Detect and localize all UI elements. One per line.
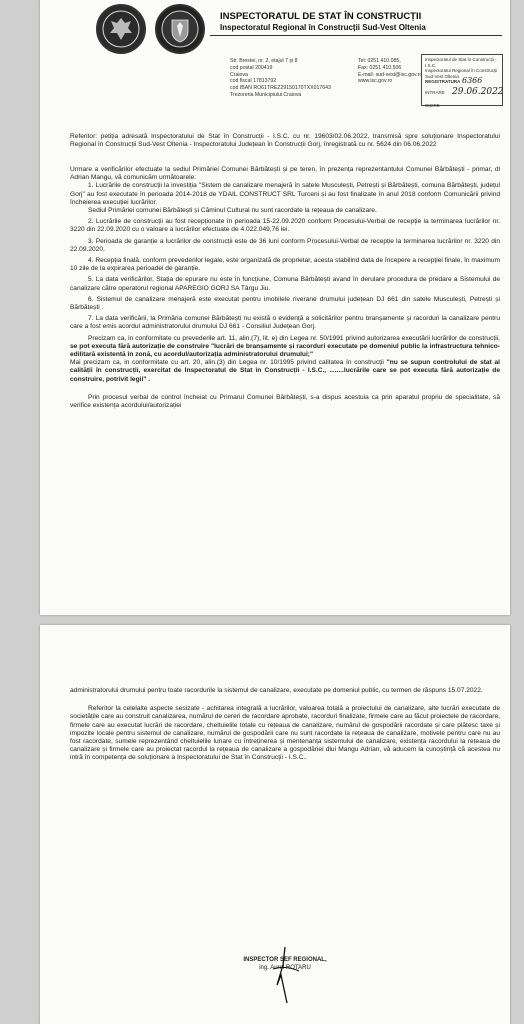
point-6: 6. Sistemul de canalizare menajeră este executat pentru imobilele riverane drumului județean DJ 661 din satele Musculești, Petrești și Bărbătești . (70, 295, 500, 312)
stamp-line: Inspectoratul Regional în Construcții Sud-Vest Oltenia (425, 68, 498, 79)
eagle-crest-icon (101, 9, 141, 49)
address-line: Trezoreria Municipiului Craiova (230, 91, 302, 98)
handwritten-signature (255, 945, 315, 1005)
institution-subtitle: Inspectoratul Regional în Construcții Sud-Vest Oltenia (220, 23, 426, 32)
stamp-label-iesire: IEȘIRE (425, 103, 440, 108)
subject-text: Referitor: petiția adresată Inspectoratului de Stat în Construcții - I.S.C. cu nr. 19603/02.06.2022, transmisă spre soluționare Inspectoratului Regional în Construcții Sud-Vest Oltenia - Inspectoratului Județean în Construcții Gorj, înregistrată cu nr. 5624 din 06.06.2022 (70, 133, 500, 149)
document-page-1 (40, 0, 510, 615)
point-3: 3. Perioada de garanție a lucrărilor de construcții este de 36 luni conform Procesului-Verbal de recepție la terminarea lucrărilor nr. 3220 din 22.09.2020. (70, 237, 500, 253)
intro-paragraph: Urmare a verificărilor efectuate la sediul Primăriei Comunei Bărbătești și pe teren, în prezența reprezentantului Comunei Bărbătești - primar, dl Adrian Mangu, vă comunicăm următoarele: (70, 166, 500, 182)
isc-seal-logo (155, 4, 205, 54)
stamp-label-intrare: INTRARE (425, 89, 445, 95)
document-page-2 (40, 625, 510, 1024)
coat-of-arms-icon (160, 9, 200, 49)
government-seal-logo (96, 4, 146, 54)
continuation-section (70, 687, 500, 763)
address-line: cod postal 200419 (230, 64, 273, 71)
signatory-name: ing. Aurel ROTARU (259, 965, 311, 971)
legal-note-2-plain: Mai precizam ca, in conformitate cu art. 20, alin.(3) din Legea nr. 10/1995 privind calitatea în construcții (70, 359, 387, 367)
contact-line: www.isc.gov.ro (358, 78, 393, 85)
address-line: cod IBAN RO61TREZ29150170TXX017643 (230, 85, 331, 92)
signatory-title: INSPECTOR SEF REGIONAL, (243, 957, 327, 963)
registration-stamp (421, 54, 503, 106)
header-divider (210, 35, 502, 36)
point-4: 4. Recepția finală, conform prevederilor legale, este organizată de proprietar, acesta stabilind data de începere a recepției finale, în maximum 10 zile de la expirarea perioadei de garanție. (70, 257, 500, 273)
legal-note-1-bold: se pot executa fără autorizație de construire "lucrări de branșamente și racorduri executate pe domeniul public la infrastructura tehnico-edilitară existentă în zonă, cu acordul/autorizația administratorului drumului;" (70, 342, 500, 359)
stamp-line: Inspectoratul de Stat în Construcții - I.S.C. (425, 57, 497, 68)
stamp-number: 6366 (462, 76, 483, 85)
stamp-line: REGISTRATURA (425, 79, 461, 84)
legal-note-2 (70, 359, 500, 384)
contact-line: Fax: 0251 410.506 (358, 64, 402, 71)
point-1b: Sediul Primăriei comunei Bărbătești și Căminul Cultural nu sunt racordate la rețeaua de canalizare. (88, 207, 377, 215)
contact-line: Tel: 0251 410.085, (358, 58, 401, 64)
subject-paragraph (70, 133, 500, 149)
stamp-date: 29.06.2022 (452, 87, 504, 97)
point-2: 2. Lucrările de construcții au fost recepționate în perioada 15-22.09.2020 conform Procesului-Verbal de recepție la terminarea lucrărilor nr. 3220 din 22.09.2020 cu o valoare a lucrărilor efectuate de 4.022.049,76 lei. (70, 218, 500, 234)
point-5: 5. La data verificărilor, Stația de epurare nu este în funcțiune, Comuna Bărbătești avand în derulare procedura de predare a Sistemului de canalizare către operatorul regional APAREGIO GORJ SA Târgu Jiu. (70, 276, 500, 292)
contact-line: E-mail: sud-vest@isc.gov.ro (358, 71, 423, 78)
legal-note-2-bold: "nu se supun controlului de stat al calității în construcții, exercitat de Inspectoratul de Stat în Construcții - I.S.C., ........lucrările care se pot executa fără autorizație de construire, potrivit legii" . (70, 359, 500, 383)
body-section (70, 166, 500, 410)
final-paragraph: Prin procesul verbal de control încheiat cu Primarul Comunei Bărbătești, s-a dispus acestuia ca prin aparatul propriu de specialitate, să verifice existența acordului/autorizației (70, 393, 500, 410)
other-aspects-paragraph: Referitor la celelalte aspecte sesizate - achitarea integrală a lucrărilor, valoarea totală a proiectului de canalizare, alte lucrări executate de societățile care au construit canalizarea, numărul de cereri de racordare aprobate, racorduri finalizate, firmele care au făcut proiectele de racordare, firmele care au executat lucrări de racordare, cheltuielile totale cu rețeaua de canalizare, numărul de gospodării racordate și care plătesc taxe și impozite locale pentru sistemul de canalizare, numărul de gospodării care nu sunt racordate la rețeaua de canalizare, motivele pentru care nu au fost racordate, sumele reprezentând cheltuielile lunare cu întreținerea și mentenanța sistemului de canalizare, existența racordului la rețeaua de canalizare și firmele care au proiectat racordul la rețeaua de canalizare a gospodăriei dlui Mangu Adrian, vă aducem la cunoștință că acestea nu intră în competența de soluționare a Inspectoratului de Stat în Construcții - I.S.C.. (70, 705, 500, 762)
continuation-paragraph: administratorului drumului pentru toate racordurile la sistemul de canalizare, executate pe domeniul public, cu termen de răspuns 15.07.2022. (70, 687, 483, 694)
legal-note-1-plain: Precizam ca, in conformitate cu prevederile art. 11, alin.(7), lit. e) din Legea nr. 50/1991 privind autorizarea executării lucrărilor de construcții, (88, 334, 500, 342)
legal-note-1 (70, 335, 500, 360)
address-line: Str. Brestei, nr. 2, etajul 7 și 8 (230, 58, 298, 64)
address-line: cod fiscal 17813792 (230, 78, 277, 85)
point-7: 7. La data verificării, la Primăria comunei Bărbătești nu există o evidență a solicitărilor pentru branșamente și racorduri la canalizare pentru care a fost emis acordul administratorului drumului DJ 661 - Consiliul Județean Gorj. (70, 315, 500, 331)
point-1: 1. Lucrările de construcții la investiția "Sistem de canalizare menajeră în satele Musculești, Petrești și Bărbătești, comuna Bărbătești, județul Gorj" au fost executate în perioada 2014-2018 de YDAIL CONSTRUCT SRL Turceni și au fost finalizate în anul 2018 conform Comunicării privind încheierea execuției lucrărilor. (70, 182, 500, 206)
address-line: Craiova (230, 71, 248, 78)
institution-title: INSPECTORATUL DE STAT ÎN CONSTRUCȚII (220, 11, 422, 22)
